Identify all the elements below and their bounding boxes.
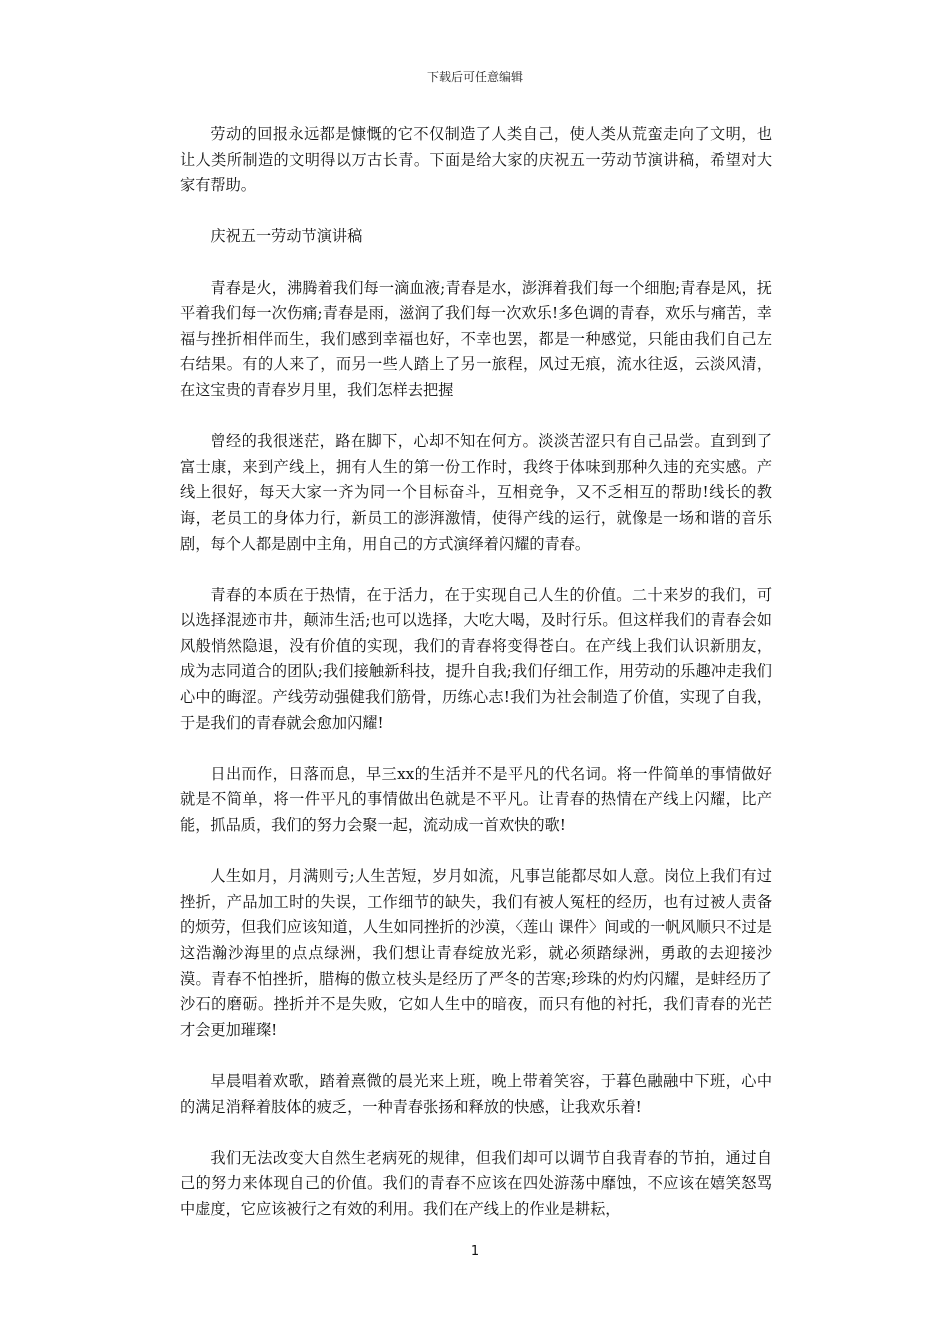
paragraph: 日出而作，日落而息，早三xx的生活并不是平凡的代名词。将一件简单的事情做好就是不简单，将一件平凡的事情做出色就是不平凡。让青春的热情在产线上闪耀，比产能，抓品质，我们的努力会聚一起，流动成一首欢快的歌! xyxy=(180,764,772,835)
document-body xyxy=(180,122,772,1248)
paragraph: 曾经的我很迷茫，路在脚下，心却不知在何方。淡淡苦涩只有自己品尝。直到到了富士康，来到产线上，拥有人生的第一份工作时，我终于体味到那种久违的充实感。产线上很好，每天大家一齐为同一个目标奋斗，互相竞争，又不乏相互的帮助!线长的教诲，老员工的身体力行，新员工的澎湃激情，使得产线的运行，就像是一场和谐的音乐剧，每个人都是剧中主角，用自己的方式演绎着闪耀的青春。 xyxy=(180,432,772,553)
paragraph-title: 庆祝五一劳动节演讲稿 xyxy=(210,227,363,246)
paragraph: 青春是火，沸腾着我们每一滴血液;青春是水，澎湃着我们每一个细胞;青春是风，抚平着我们每一次伤痛;青春是雨，滋润了我们每一次欢乐!多色调的青春，欢乐与痛苦，幸福与挫折相伴而生，我们感到幸福也好，不幸也罢，都是一种感觉，只能由我们自己左右结果。有的人来了，而另一些人踏上了另一旅程，风过无痕，流水往返，云淡风清，在这宝贵的青春岁月里，我们怎样去把握 xyxy=(180,278,772,399)
paragraph: 早晨唱着欢歌，踏着熹微的晨光来上班，晚上带着笑容，于暮色融融中下班，心中的满足消释着肢体的疲乏，一种青春张扬和释放的快感，让我欢乐着! xyxy=(180,1071,772,1116)
paragraph: 人生如月，月满则亏;人生苦短，岁月如流，凡事岂能都尽如人意。岗位上我们有过挫折，产品加工时的失误，工作细节的缺失，我们有被人冤枉的经历，也有过被人责备的烦劳，但我们应该知道，人生如同挫折的沙漠，〈莲山 课件〉间或的一帆风顺只不过是这浩瀚沙海里的点点绿洲，我们想让青春绽放光彩，就必须踏绿洲，勇敢的去迎接沙漠。青春不怕挫折，腊梅的傲立枝头是经历了严冬的苦寒;珍珠的灼灼闪耀，是蚌经历了沙石的磨砺。挫折并不是失败，它如人生中的暗夜，而只有他的衬托，我们青春的光芒才会更加璀璨! xyxy=(180,867,772,1039)
paragraph: 青春的本质在于热情，在于活力，在于实现自己人生的价值。二十来岁的我们，可以选择混迹市井，颠沛生活;也可以选择，大吃大喝，及时行乐。但这样我们的青春会如风般悄然隐退，没有价值的实现，我们的青春将变得苍白。在产线上我们认识新朋友，成为志同道合的团队;我们接触新科技，提升自我;我们仔细工作，用劳动的乐趣冲走我们心中的晦涩。产线劳动强健我们筋骨，历练心志!我们为社会制造了价值，实现了自我，于是我们的青春就会愈加闪耀! xyxy=(180,585,772,732)
page-number: 1 xyxy=(470,1244,480,1259)
paragraph: 我们无法改变大自然生老病死的规律，但我们却可以调节自我青春的节拍，通过自己的努力来体现自己的价值。我们的青春不应该在四处游荡中靡蚀，不应该在嬉笑怒骂中虚度，它应该被行之有效的利用。我们在产线上的作业是耕耘， xyxy=(180,1148,772,1218)
page-header: 下载后可任意编辑 xyxy=(426,70,523,84)
paragraph-intro: 劳动的回报永远都是慷慨的它不仅制造了人类自己，使人类从荒蛮走向了文明，也让人类所制造的文明得以万古长青。下面是给大家的庆祝五一劳动节演讲稿，希望对大家有帮助。 xyxy=(180,125,772,195)
